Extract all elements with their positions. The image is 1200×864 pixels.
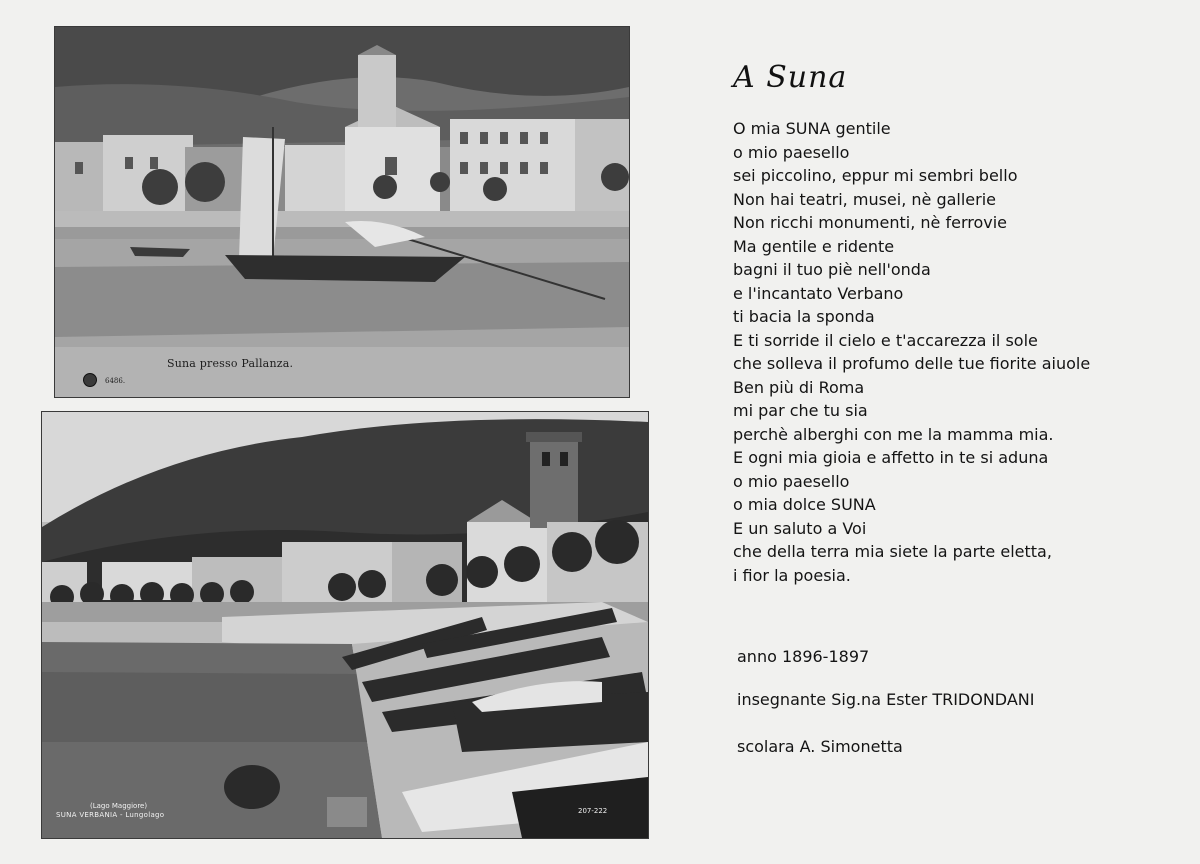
poem-line: O mia SUNA gentile (733, 119, 891, 138)
poem-line: Non ricchi monumenti, nè ferrovie (733, 213, 1008, 232)
poem-line: e l'incantato Verbano (733, 283, 904, 303)
poem-line: mi par che tu sia (733, 401, 868, 420)
poem-line: o mio paesello (733, 142, 850, 162)
poem-line: Ben più di Roma (733, 377, 865, 397)
poem-line: E un saluto a Voi (733, 518, 867, 538)
poem-line: bagni il tuo piè nell'onda (733, 260, 931, 279)
poem-line: E ogni mia gioia e affetto in te si aduna (733, 448, 1049, 467)
photo-number: 6486. (105, 377, 126, 385)
poem-line: o mia dolce SUNA (733, 495, 876, 514)
poem-line: E ti sorride il cielo e t'accarezza il sole (733, 330, 1038, 350)
photo-suna-verbania-lungolago-image (42, 412, 648, 838)
poem-line: perchè alberghi con me la mamma mia. (733, 424, 1054, 444)
poem-line: i fior la poesia. (733, 565, 851, 585)
photo-caption: Suna presso Pallanza. (167, 357, 294, 370)
photo-number: 207-222 (578, 807, 608, 815)
poem-line: Non hai teatri, musei, nè gallerie (733, 189, 997, 209)
poem-title: A Suna (733, 60, 848, 95)
poem-line: ti bacia la sponda (733, 307, 875, 326)
stamp-icon (83, 373, 97, 387)
poem-line: sei piccolino, eppur mi sembri bello (733, 166, 1018, 185)
photo-caption: SUNA VERBANIA - Lungolago (56, 811, 165, 819)
poem-line: che della terra mia siete la parte eletta, (733, 542, 1052, 561)
photo-suna-presso-pallanza-image (55, 27, 629, 397)
photo-suna-presso-pallanza (54, 26, 630, 398)
poem-lines (733, 117, 1090, 587)
school-year: anno 1896-1897 (737, 647, 870, 666)
student-credit: scolara A. Simonetta (737, 737, 903, 756)
photo-caption-small: (Lago Maggiore) (90, 802, 148, 810)
photo-suna-verbania-lungolago (41, 411, 649, 839)
poem-line: o mio paesello (733, 471, 850, 491)
poem-line: Ma gentile e ridente (733, 236, 895, 256)
poem-line: che solleva il profumo delle tue fiorite aiuole (733, 354, 1091, 373)
teacher-credit: insegnante Sig.na Ester TRIDONDANI (737, 690, 1035, 709)
